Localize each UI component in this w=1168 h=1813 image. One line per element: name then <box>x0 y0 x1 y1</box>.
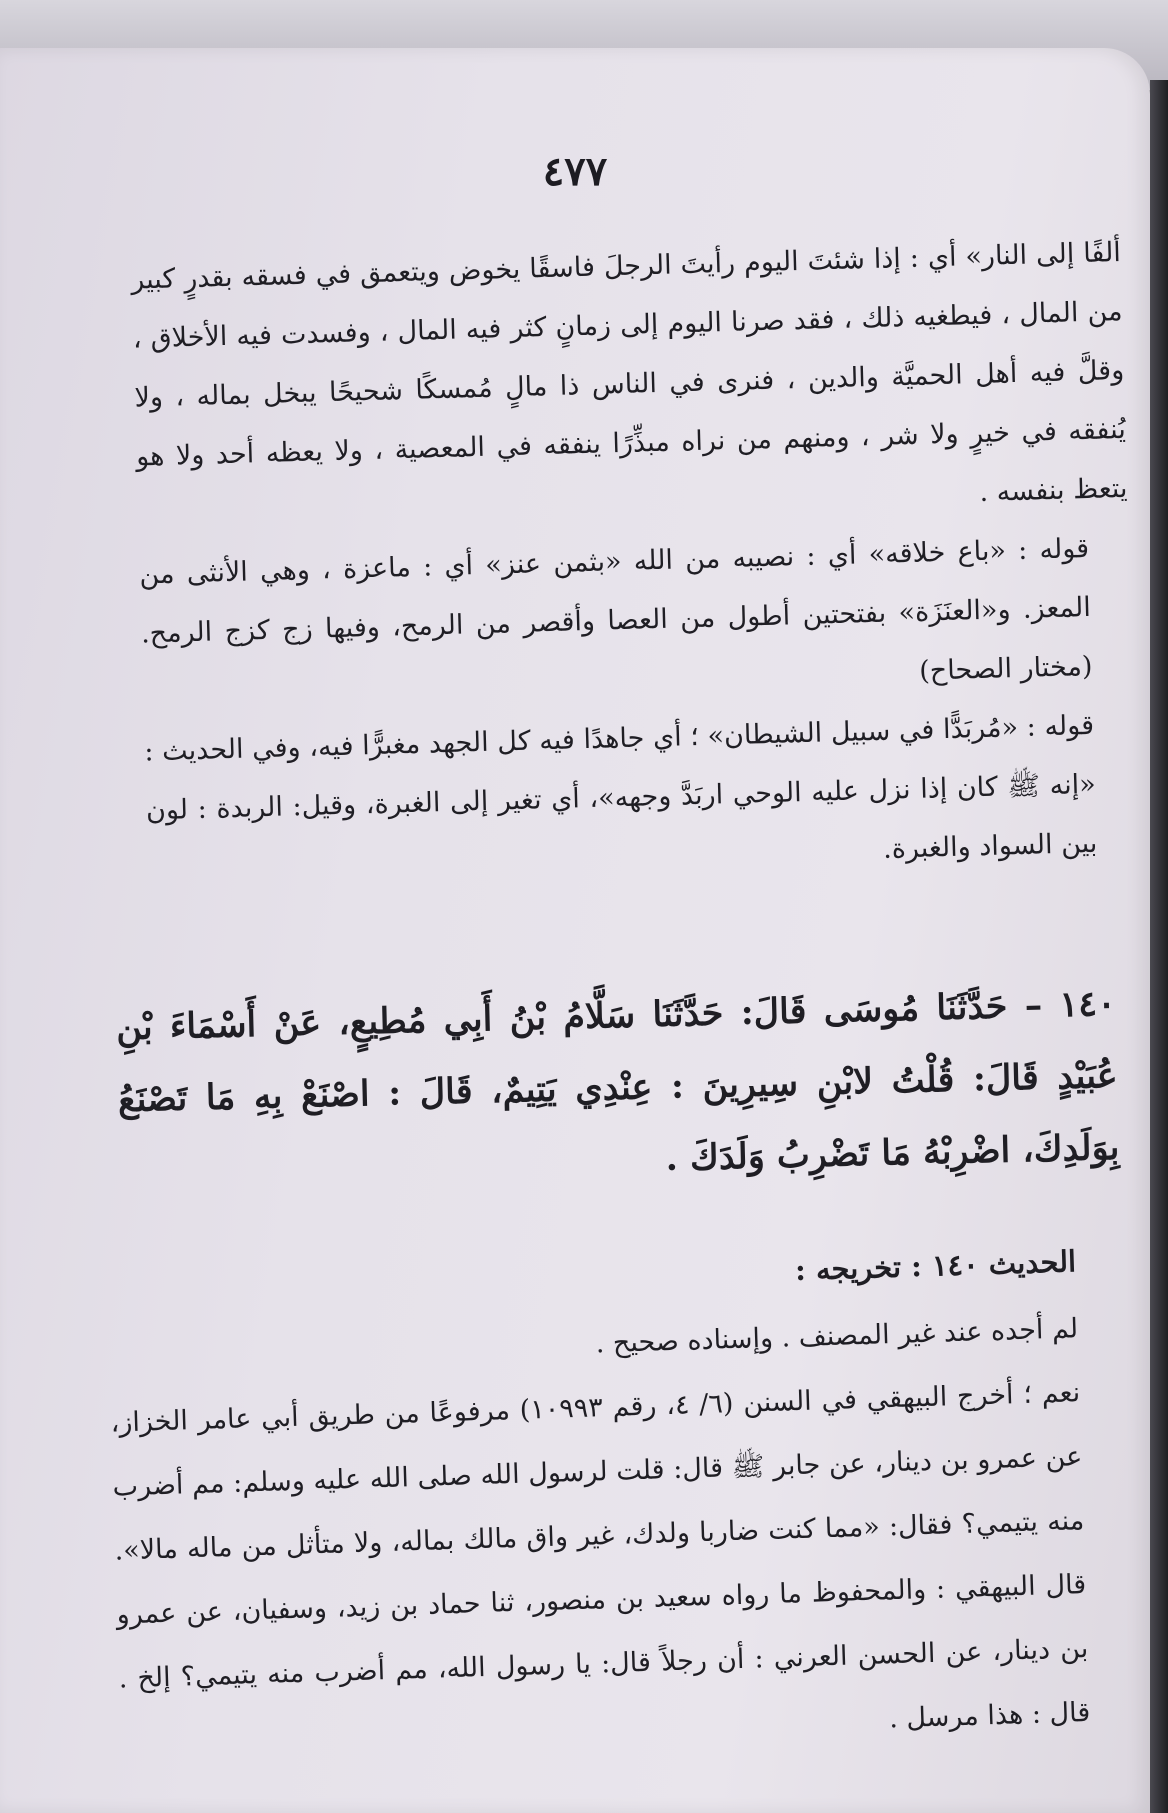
book-cover-edge <box>1150 80 1168 1813</box>
commentary-paragraph-2: قوله : «باع خلاقه» أي : نصيبه من الله «بثمن عنز» أي : ماعزة ، وهي الأنثى من المعز. و«العنَزَة» بفتحتين أطول من العصا وأقصر من الرمح، وفيها زج كزج الرمح. (مختار الصحاح) <box>139 532 1093 687</box>
takhrij-heading: الحديث ١٤٠ : تخريجه : <box>794 1244 1077 1288</box>
takhrij-section <box>105 1228 1131 1775</box>
takhrij-line-1: لم أجده عند غير المصنف . وإسناده صحيح . <box>595 1313 1079 1360</box>
takhrij-paragraph: نعم ؛ أخرج البيهقي في السنن (٦/ ٤، رقم ١٠٩٩٣) مرفوعًا من طريق أبي عامر الخزاز، عن عمرو بن دينار، عن جابر ﷺ قال: قلت لرسول الله صلى الله عليه وسلم: مم أضرب منه يتيمي؟ فقال: «مما كنت ضاربا ولدك، غير واق مالك بماله، ولا متأثل من ماله مالا». قال البيهقي : والمحفوظ ما رواه سعيد بن منصور، ثنا حماد بن زيد، وسفيان، عن عمرو بن دينار، عن الحسن العرني : أن رجلاً قال: يا رسول الله، مم أضرب منه يتيمي؟ إلخ . قال : هذا مرسل . <box>110 1377 1091 1735</box>
hadith-text: ١٤٠ – حَدَّثَنَا مُوسَى قَالَ: حَدَّثَنَا سَلَّامُ بْنُ أَبِي مُطِيعٍ، عَنْ أَسْمَاءَ بْنِ عُبَيْدٍ قَالَ: قُلْتُ لابْنِ سِيرِينَ : عِنْدِي يَتِيمٌ، قَالَ : اصْنَعْ بِهِ مَا تَصْنَعُ بِوَلَدِكَ، اضْرِبْهُ مَا تَضْرِبُ وَلَدَكَ . <box>115 982 1120 1180</box>
commentary-paragraph-1: ألفًا إلى النار» أي : إذا شئتَ اليوم رأيتَ الرجلَ فاسقًا يخوض ويتعمق في فسقه بقدرٍ كبير من المال ، فيطغيه ذلك ، فقد صرنا اليوم إلى زمانٍ كثر فيه المال ، وفسدت فيه الأخلاق ، وقلَّ فيه أهل الحميَّة والدين ، فنرى في الناس ذا مالٍ مُمسكًا شحيحًا يبخل بماله ، ولا يُنفقه في خيرٍ ولا شر ، ومنهم من نراه مبذِّرًا ينفقه في المعصية ، ولا يعظه أحد ولا هو يتعظ بنفسه . <box>130 236 1128 509</box>
commentary-paragraph-3: قوله : «مُربَدًّا في سبيل الشيطان» ؛ أي جاهدًا فيه كل الجهد مغبرًّا فيه، وفي الحديث : «إنه ﷺ كان إذا نزل عليه الوحي اربَدَّ وجهه»، أي تغير إلى الغبرة، وقيل: الربدة : لون بين السواد والغبرة. <box>143 709 1098 865</box>
book-page <box>0 48 1150 1813</box>
page-number: ٤٧٧ <box>542 148 608 195</box>
commentary-section <box>130 223 1138 899</box>
